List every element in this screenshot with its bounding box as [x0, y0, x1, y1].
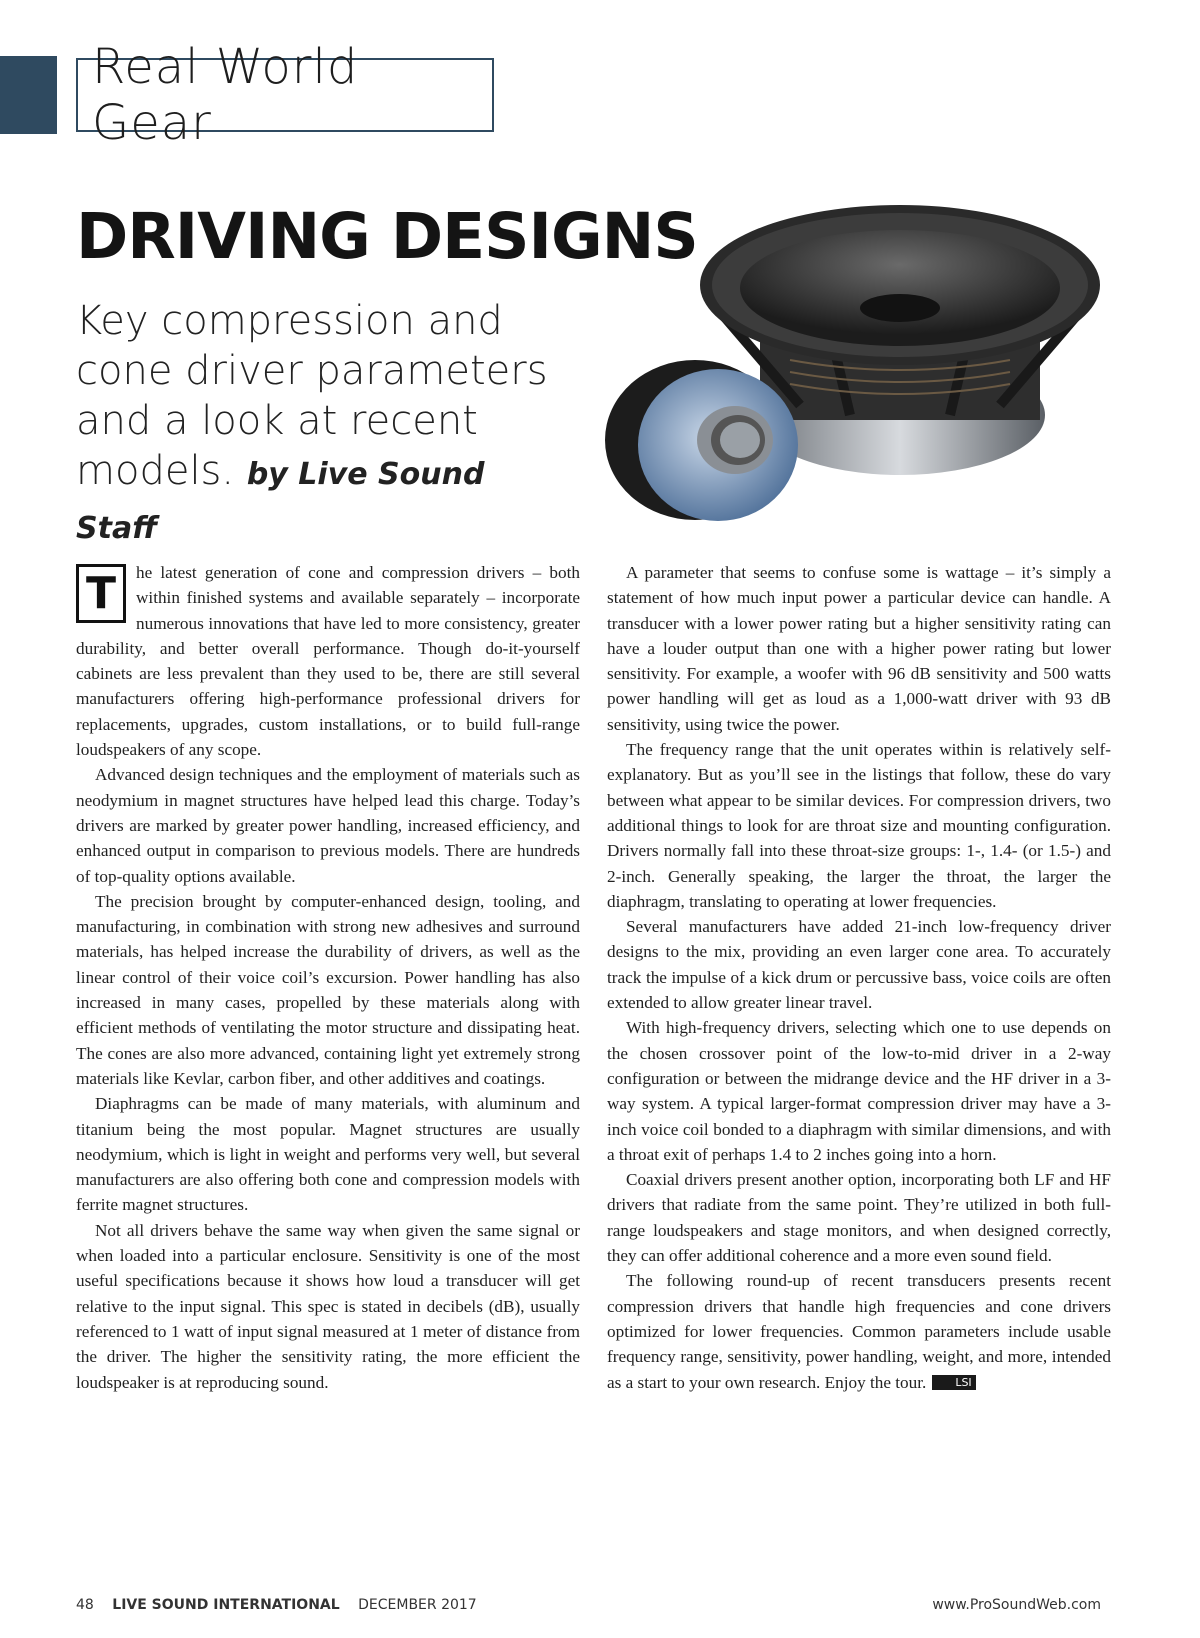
article-title: DRIVING DESIGNS — [76, 200, 698, 273]
paragraph: he latest generation of cone and compression drivers – both within finished systems and available separately – incorporate numerous innovations that have led to more consistency, greater durability, and better overall performance. Though do-it-yourself cabinets are less prevalent than they used to be, there are still several manufacturers offering high-performance professional drivers for replacements, upgrades, custom installations, or to build full-range loudspeakers of any scope. — [76, 563, 580, 760]
speaker-drivers-photo — [600, 190, 1120, 540]
byline: by Live Sound Staff — [76, 457, 485, 546]
paragraph: With high-frequency drivers, selecting which one to use depends on the chosen crossover point of the low-to-mid driver in a 2-way configuration or between the midrange device and the HF driver in a 3-way system. A typical larger-format compression driver may have a 3-inch voice coil bonded to a diaphragm with similar dimensions, and with a throat exit of perhaps 1.4 to 2 inches going into a horn. — [607, 1018, 1111, 1164]
paragraph: The precision brought by computer-enhanced design, tooling, and manufacturing, in combination with strong new adhesives and surround materials, has helped increase the durability of drivers, as well as the linear control of their voice coil’s excursion. Power handling has also increased in many cases, propelled by these materials along with efficient methods of ventilating the motor structure and dissipating heat. The cones are also more advanced, containing light yet extremely strong materials like Kevlar, carbon fiber, and other additives and coatings. — [76, 891, 580, 1088]
section-label — [76, 39, 494, 151]
paragraph: Several manufacturers have added 21-inch low-frequency driver designs to the mix, providing an even larger cone area. To accurately track the impulse of a kick drum or percussive bass, voice coils are often extended to allow greater linear travel. — [607, 917, 1111, 1013]
page-number: 48 — [76, 1597, 94, 1613]
website-link[interactable]: www.ProSoundWeb.com — [932, 1597, 1101, 1613]
right-column — [607, 560, 1111, 1395]
paragraph: Diaphragms can be made of many materials, with aluminum and titanium being the most popular. Magnet structures are usually neodymium, which is light in weight and performs very well, but several manufacturers are also offering both cone and compression models with ferrite magnet structures. — [76, 1094, 580, 1215]
section-label-text: Real World Gear — [92, 39, 359, 151]
article-subtitle — [76, 296, 576, 554]
publication-name: LIVE SOUND INTERNATIONAL — [112, 1597, 340, 1613]
page-footer — [76, 1597, 1101, 1617]
paragraph-text: The following round-up of recent transducers presents recent compression drivers that handle high frequencies and cone drivers optimized for lower frequencies. Common parameters include usable frequency range, sensitivity, power handling, weight, and more, intended as a start to your own research. Enjoy the tour. — [607, 1271, 1111, 1392]
paragraph: A parameter that seems to confuse some is wattage – it’s simply a statement of how much input power a particular device can handle. A transducer with a lower power rating but a higher sensitivity rating can have a louder output than one with a higher power rating but lower sensitivity. For example, a woofer with 96 dB sensitivity and 500 watts power handling will get as loud as a 1,000-watt driver with 93 dB sensitivity, using twice the power. — [607, 563, 1111, 734]
paragraph: Advanced design techniques and the employment of materials such as neodymium in magnet structures have helped lead this charge. Today’s drivers are marked by greater power handling, increased efficiency, and enhanced output in comparison to previous models. There are hundreds of top-quality options available. — [76, 765, 580, 886]
issue-date: DECEMBER 2017 — [358, 1597, 477, 1613]
paragraph: Coaxial drivers present another option, incorporating both LF and HF drivers that radiate from the same point. They’re utilized in both full-range loudspeakers and stage monitors, and when designed correctly, they can offer additional coherence and a more even sound field. — [607, 1170, 1111, 1266]
end-mark: LSI — [932, 1375, 975, 1390]
paragraph: Not all drivers behave the same way when given the same signal or when loaded into a particular enclosure. Sensitivity is one of the most useful specifications because it shows how loud a transducer will get relative to the input signal. This spec is stated in decibels (dB), usually referenced to 1 watt of input signal measured at 1 meter of distance from the driver. The higher the sensitivity rating, the more efficient the loudspeaker is at reproducing sound. — [76, 1220, 580, 1392]
paragraph: The frequency range that the unit operates within is relatively self-explanatory. But as you’ll see in the listings that follow, these do vary between what appear to be similar devices. For compression drivers, two additional things to look for are throat size and mounting configuration. Drivers normally fall into these throat-size groups: 1-, 1.4- (or 1.5-) and 2-inch. Generally speaking, the larger the throat, the larger the diaphragm, translating to operating at lower frequencies. — [607, 740, 1111, 911]
section-accent-bar — [0, 56, 57, 134]
last-paragraph — [607, 1268, 1111, 1394]
left-column — [76, 560, 580, 1395]
drop-cap: T — [76, 564, 126, 623]
subtitle-text: Key compression and cone driver parameters and a look at recent models. — [76, 298, 548, 494]
